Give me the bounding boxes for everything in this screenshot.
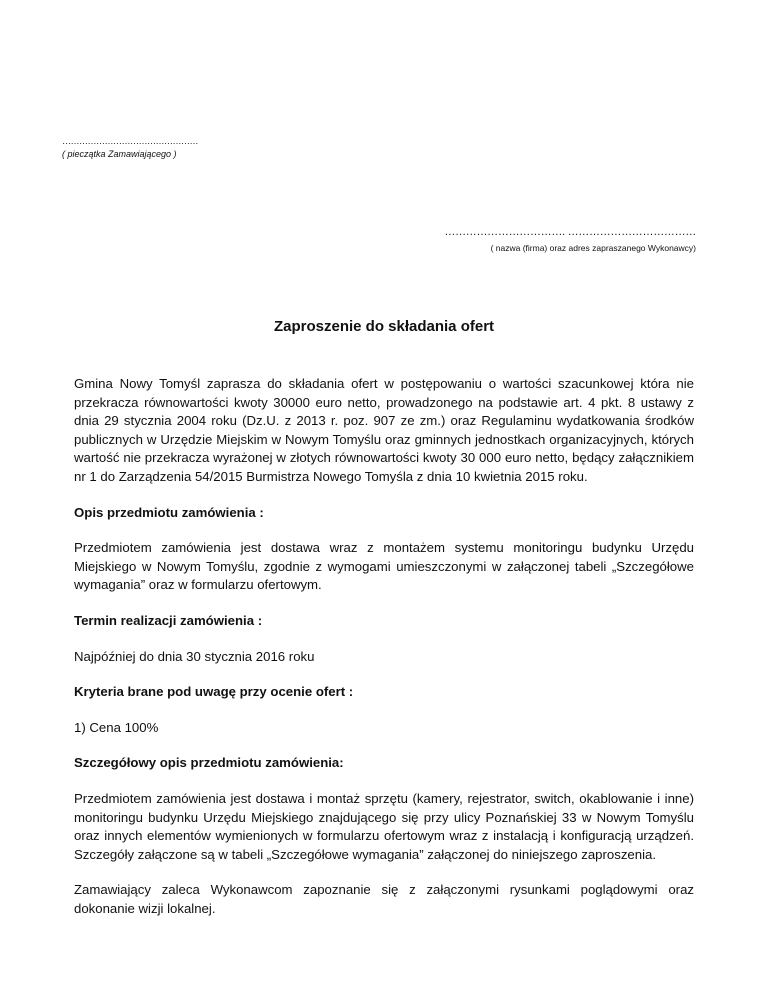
deadline-heading: Termin realizacji zamówienia : bbox=[74, 612, 263, 628]
criteria-paragraph: 1) Cena 100% bbox=[74, 719, 159, 735]
criteria-heading: Kryteria brane pod uwagę przy ocenie ofert : bbox=[74, 684, 354, 700]
site-visit-paragraph: Zamawiający zaleca Wykonawcom zapoznanie się z załączonymi rysunkami poglądowymi oraz dokonanie wizji lokalnej. bbox=[74, 882, 694, 916]
contractor-dotted-line: ……………………………. ……………………………… bbox=[444, 226, 696, 238]
stamp-dotted-line: ………………………………………… bbox=[62, 136, 198, 146]
contractor-label: ( nazwa (firma) oraz adres zapraszanego Wykonawcy) bbox=[490, 243, 696, 253]
subject-heading: Opis przedmiotu zamówienia : bbox=[74, 504, 264, 520]
document-title: Zaproszenie do składania ofert bbox=[273, 318, 495, 335]
document-body bbox=[74, 375, 694, 935]
deadline-paragraph: Najpóźniej do dnia 30 stycznia 2016 roku bbox=[74, 648, 315, 664]
details-paragraph: Przedmiotem zamówienia jest dostawa i montaż sprzętu (kamery, rejestrator, switch, okablowanie i inne) monitoringu budynku Urzędu Miejskiego znajdującego się przy ulicy Poznańskiej 33 w Nowym Tomyślu oraz innych elementów wymienionych w formularzu ofertowym wraz z instalacją i konfiguracją urządzeń. Szczegóły załączone są w tabeli „Szczegółowe wymagania” załączonej do niniejszego zaproszenia. bbox=[74, 790, 694, 862]
contractor-block bbox=[444, 226, 696, 254]
intro-paragraph: Gmina Nowy Tomyśl zaprasza do składania ofert w postępowaniu o wartości szacunkowej która nie przekracza równowartości kwoty 30000 euro netto, prowadzonego na podstawie art. 4 pkt. 8 ustawy z dnia 29 stycznia 2004 roku (Dz.U. z 2013 r. poz. 907 ze zm.) oraz Regulaminu wydatkowania środków publicznych w Urzędzie Miejskim w Nowym Tomyślu oraz gminnych jednostkach organizacyjnych, których wartość nie przekracza wyrażonej w złotych równowartości kwoty 30 000 euro netto, będący załącznikiem nr 1 do Zarządzenia 54/2015 Burmistrza Nowego Tomyśla z dnia 10 kwietnia 2015 roku. bbox=[74, 376, 694, 484]
stamp-block bbox=[62, 136, 198, 160]
stamp-label: ( pieczątka Zamawiającego ) bbox=[62, 149, 177, 159]
details-heading: Szczegółowy opis przedmiotu zamówienia: bbox=[74, 755, 344, 771]
subject-paragraph: Przedmiotem zamówienia jest dostawa wraz z montażem systemu monitoringu budynku Urzędu Miejskiego w Nowym Tomyślu, zgodnie z wymogami umieszczonymi w załączonej tabeli „Szczegółowe wymagania” oraz w formularzu ofertowym. bbox=[74, 540, 694, 593]
